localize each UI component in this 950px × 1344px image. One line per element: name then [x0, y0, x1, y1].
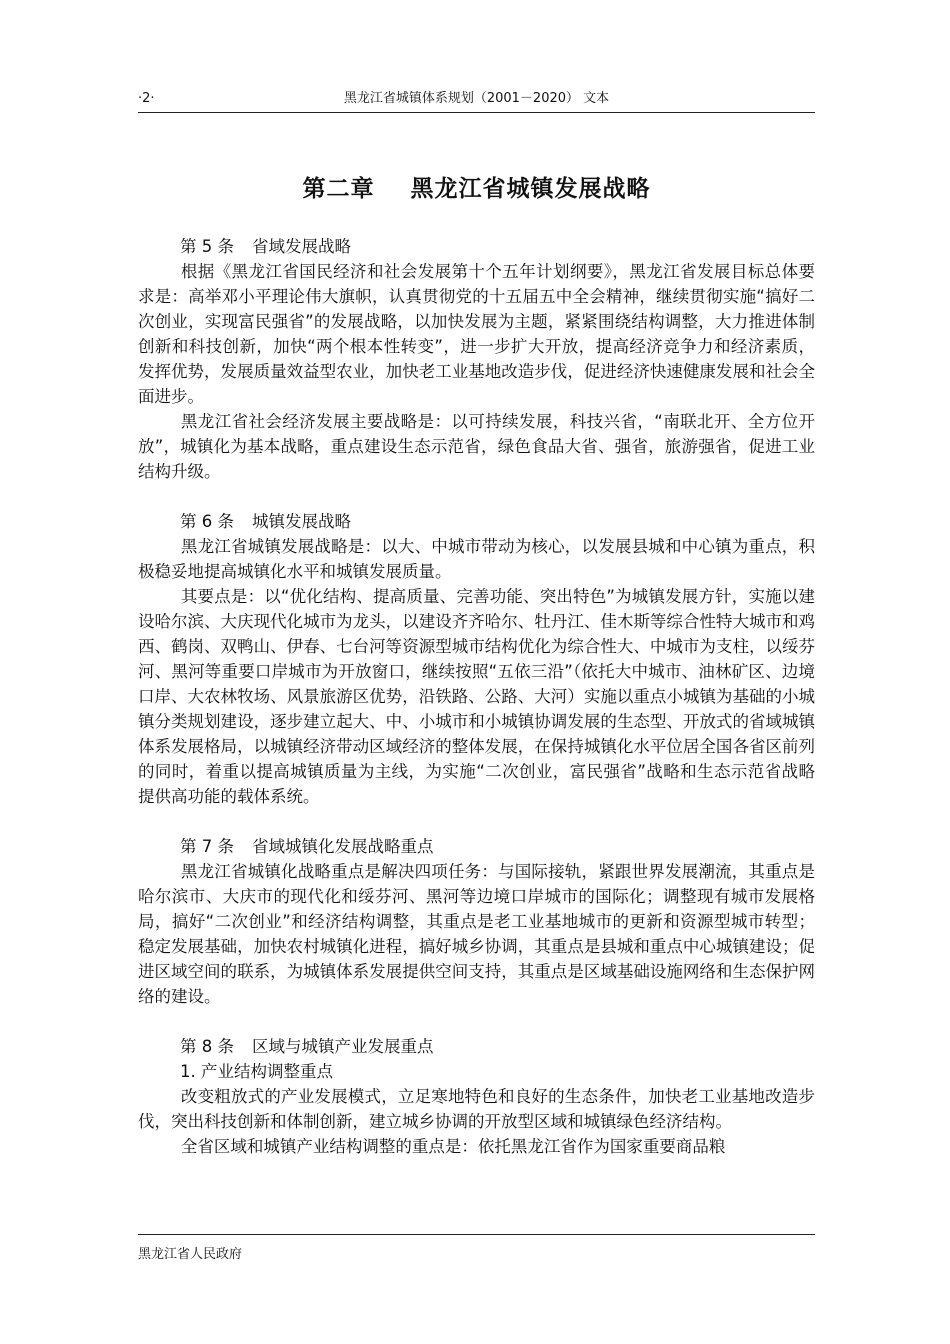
publisher-name: 黑龙江省人民政府 — [138, 1247, 243, 1262]
article-number: 第 6 条 — [180, 512, 234, 531]
paragraph: 改变粗放式的产业发展模式，立足寒地特色和良好的生态条件，加快老工业基地改造步伐，突出科技创新和体制创新，建立城乡协调的开放型区域和城镇绿色经济结构。 — [138, 1087, 815, 1131]
paragraph: 黑龙江省社会经济发展主要战略是：以可持续发展，科技兴省，“南联北开、全方位开放”，城镇化为基本战略，重点建设生态示范省，绿色食品大省、强省，旅游强省，促进工业结构升级。 — [138, 412, 815, 481]
article-number: 第 5 条 — [180, 237, 234, 256]
page-number: ·2· — [138, 91, 155, 106]
article-name: 省域城镇化发展战略重点 — [252, 837, 434, 856]
paragraph: 黑龙江省城镇化战略重点是解决四项任务：与国际接轨，紧跟世界发展潮流，其重点是哈尔滨市、大庆市的现代化和绥芬河、黑河等边境口岸城市的国际化；调整现有城市发展格局，搞好“二次创业”和经济结构调整，其重点是老工业基地城市的更新和资源型城市转型；稳定发展基础，加快农村城镇化进程，搞好城乡协调，其重点是县城和重点中心城镇建设；促进区域空间的联系，为城镇体系发展提供空间支持，其重点是区域基础设施网络和生态保护网络的建设。 — [138, 862, 815, 1006]
page-footer — [138, 1244, 242, 1266]
article-7 — [138, 834, 815, 1009]
article-number: 第 7 条 — [180, 837, 234, 856]
document-body — [138, 234, 815, 1159]
spacer — [138, 809, 815, 834]
article-5 — [138, 234, 815, 484]
article-name: 省域发展战略 — [252, 237, 351, 256]
chapter-title: 第二章 黑龙江省城镇发展战略 — [302, 176, 651, 202]
spacer — [138, 1009, 815, 1034]
sub-heading: 1. 产业结构调整重点 — [180, 1062, 333, 1081]
article-6 — [138, 509, 815, 809]
paragraph: 全省区域和城镇产业结构调整的重点是：依托黑龙江省作为国家重要商品粮 — [180, 1137, 726, 1156]
paragraph: 根据《黑龙江省国民经济和社会发展第十个五年计划纲要》，黑龙江省发展目标总体要求是：高举邓小平理论伟大旗帜，认真贯彻党的十五届五中全会精神，继续贯彻实施“搞好二次创业，实现富民强省”的发展战略，以加快发展为主题，紧紧围绕结构调整，大力推进体制创新和科技创新，加快“两个根本性转变”，进一步扩大开放，提高经济竞争力和经济素质，发挥优势，发展质量效益型农业，加快老工业基地改造步伐，促进经济快速健康发展和社会全面进步。 — [138, 262, 815, 406]
page-header — [138, 88, 815, 110]
article-8 — [138, 1034, 815, 1159]
header-divider — [138, 112, 815, 113]
footer-divider — [138, 1234, 815, 1235]
article-heading — [138, 234, 815, 259]
article-name: 城镇发展战略 — [252, 512, 351, 531]
spacer — [138, 484, 815, 509]
article-heading — [138, 509, 815, 534]
paragraph: 其要点是：以“优化结构、提高质量、完善功能、突出特色”为城镇发展方针，实施以建设哈尔滨、大庆现代化城市为龙头，以建设齐齐哈尔、牡丹江、佳木斯等综合性特大城市和鸡西、鹤岗、双鸭山、伊春、七台河等资源型城市结构优化为综合性大、中城市为支柱，以绥芬河、黑河等重要口岸城市为开放窗口，继续按照“五依三沿”（依托大中城市、油林矿区、边境口岸、大农林牧场、风景旅游区优势，沿铁路、公路、大河）实施以重点小城镇为基础的小城镇分类规划建设，逐步建立起大、中、小城市和小城镇协调发展的生态型、开放式的省域城镇体系发展格局，以城镇经济带动区域经济的整体发展，在保持城镇化水平位居全国各省区前列的同时，着重以提高城镇质量为主线，为实施“二次创业，富民强省”战略和生态示范省战略提供高功能的载体系统。 — [138, 587, 815, 806]
article-heading — [138, 834, 815, 859]
paragraph: 黑龙江省城镇发展战略是：以大、中城市带动为核心，以发展县城和中心镇为重点，积极稳妥地提高城镇化水平和城镇发展质量。 — [138, 537, 815, 581]
article-number: 第 8 条 — [180, 1037, 234, 1056]
article-heading — [138, 1034, 815, 1059]
article-name: 区域与城镇产业发展重点 — [252, 1037, 434, 1056]
document-title: 黑龙江省城镇体系规划（2001－2020） 文本 — [343, 91, 610, 106]
